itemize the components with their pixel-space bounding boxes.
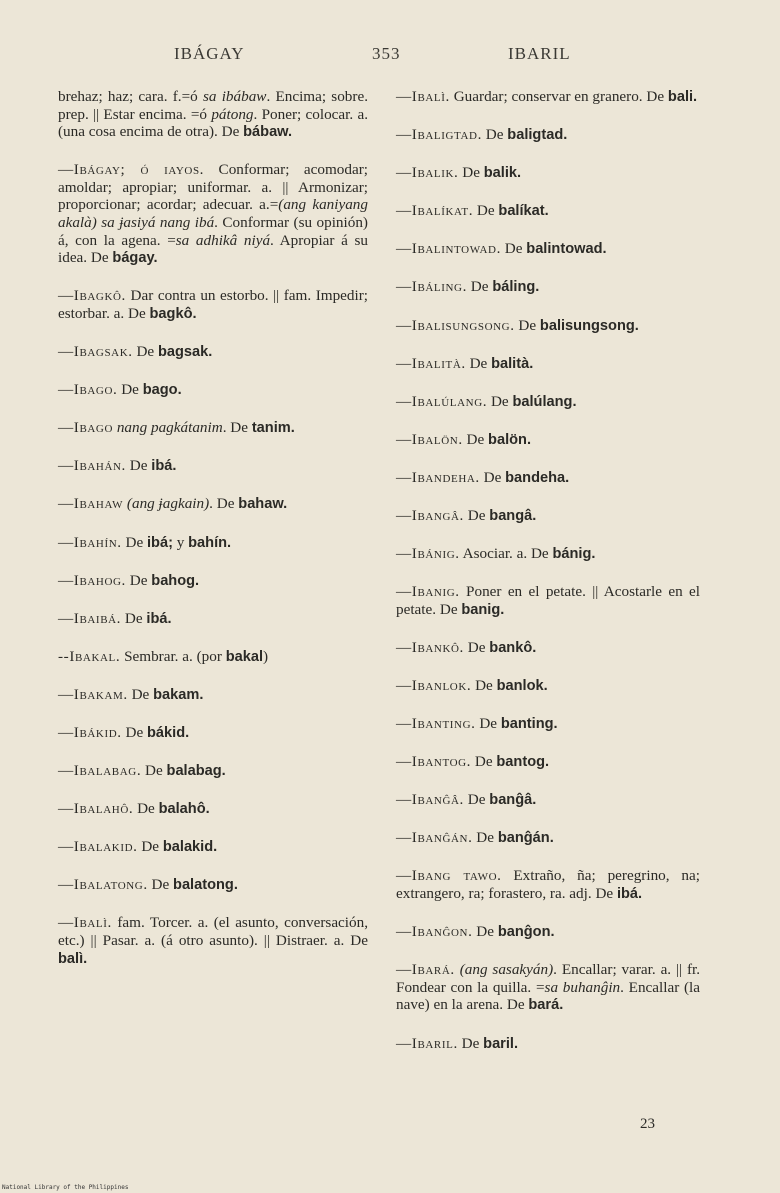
dictionary-entry [58,762,368,781]
dictionary-entry [58,381,368,400]
dictionary-entry [58,572,368,591]
running-head-right: IBARIL [508,44,571,63]
root-word: bakam. [153,686,204,703]
dictionary-entry [58,610,368,629]
headword: —Ibalintowad. [396,240,501,258]
headword: —Ibákid. [58,723,122,741]
root-word: banig. [461,601,505,618]
headword: —Ibalabag. [58,762,142,780]
definition-text: ) [263,647,269,665]
definition-text: . De [209,495,239,513]
headword: —Ibagsak. [58,343,133,361]
dictionary-entry [396,507,700,526]
dictionary-entry [58,419,368,438]
definition-text: Conformar; acomodar; amoldar; apropiar; uniformar. a. || Armonizar; proporcionar; acordar; adecuar. a.= [58,161,368,214]
headword: --Ibakal. [58,647,121,665]
headword: —Ibáling. [396,278,467,296]
example-text: (ang kaniyang akalà) sa ɉasiyá nang ibá [58,196,368,232]
headword: —Ibalön. [396,430,463,448]
example-text: (ang sasakyán) [459,961,554,979]
root-word: ibá; [147,534,173,551]
dictionary-entry [396,829,700,848]
definition-text: . Conformar (su opinión) á, con la agena. = [58,214,368,249]
definition-text: De [121,533,147,551]
root-word: bahín. [188,534,232,551]
root-word: banĝán. [497,830,554,847]
root-word: bará. [528,997,564,1014]
definition-text: . Apropiar á su idea. De [58,231,368,267]
headword: —Ibago. [58,381,118,399]
dictionary-entry [396,639,700,658]
definition-text: De [514,316,540,334]
headword: —Ibalatong. [58,876,148,894]
definition-text: . Encallar (la nave) en la arena. De [396,978,701,1014]
headword: —Ibalahô. [58,800,134,818]
dictionary-entry [396,126,700,145]
root-word: bábaw. [243,124,293,141]
root-word: bákid. [147,724,190,741]
dictionary-entry [396,867,700,903]
root-word: banting. [500,716,558,733]
headword: —Ibalúlang. [396,392,488,410]
root-word: bagkô. [149,305,197,322]
definition-text: De [147,876,174,894]
root-word: balabag. [166,763,226,780]
definition-text: De [472,923,498,941]
definition-text: De [463,638,490,656]
headword: —Ibang tawo. [396,867,502,885]
headword: —Ibalì. [58,914,112,932]
example-text: sa buhanĝin [544,978,621,996]
root-word: balì. [58,950,88,967]
example-text: nang pagkátanim [116,419,223,437]
root-word: balahô. [158,801,210,818]
root-word: bagsak. [157,344,213,361]
root-word: balíkat. [498,203,549,220]
dictionary-entry [58,648,368,667]
root-word: ibá. [616,886,643,903]
headword: —Ibangâ. [396,507,464,525]
dictionary-entry [58,161,368,268]
definition-text: Poner en el petate. || Acostarle en el petate. De [396,583,700,618]
dictionary-entry [58,876,368,895]
headword: —Ibankô. [396,638,464,656]
definition-text: De [481,126,508,144]
root-word: bakal [225,648,264,665]
dictionary-entry [58,914,368,968]
definition-text: De [463,791,490,809]
right-column [396,88,700,1073]
root-word: ibá. [146,610,172,627]
definition-text: De [473,202,499,220]
dictionary-entry [396,278,700,297]
dictionary-entry [58,534,368,553]
example-text: (ang ɉagkain) [126,495,210,513]
definition-text: fam. Torcer. a. (el asunto, conversación, etc.) || Pasar. a. (á otro asunto). || Distraer. a. De [58,914,368,950]
headword: —Ibahín. [58,533,122,551]
definition-text: De [457,1034,484,1052]
headword: —Ibago [58,419,114,437]
headword: —Ibaibá. [58,609,122,627]
definition-text: Asociar. a. De [459,545,553,563]
root-word: banĝâ. [489,792,537,809]
definition-text: De [467,278,493,296]
root-word: balatong. [173,877,238,894]
dictionary-entry [58,686,368,705]
dictionary-entry [396,1035,700,1054]
definition-text: De [141,762,167,780]
example-text: sa adhikâ niyá [175,231,271,249]
dictionary-entry [396,469,700,488]
headword: —Ibandeha. [396,468,480,486]
dictionary-entry [396,393,700,412]
definition-text: . Poner; colocar. a. (una cosa encima de otra). De [58,105,369,141]
dictionary-entry [396,431,700,450]
root-word: balintowad. [526,241,607,258]
dictionary-entry [58,800,368,819]
definition-text: y [172,533,189,551]
headword: —Ibanĝán. [396,829,473,847]
definition-text: De [500,240,527,258]
headword: —Ibalik. [396,164,459,182]
root-word: baril. [483,1035,519,1052]
headword: —Ibakam. [58,685,128,703]
root-word: tanim. [251,420,295,437]
definition-text: De [462,430,489,448]
dictionary-entry [396,715,700,734]
headword: —Ibalakid. [58,838,138,856]
dictionary-entry [396,240,700,259]
definition-text: De [479,468,506,486]
left-column [58,88,368,988]
definition-text: De [458,164,484,182]
root-word: balúlang. [512,393,577,410]
root-word: balik. [483,165,522,182]
definition-text: brehaz; haz; cara. f.=ó [58,88,203,105]
headword: —Ibalisungsong. [396,316,515,334]
dictionary-entry [396,677,700,696]
definition-text: . Encallar; varar. a. || fr. Fondear con la quilla. = [396,961,701,996]
definition-text: De [127,685,154,703]
page-number-top: 353 [372,44,401,63]
dictionary-entry [58,287,368,323]
dictionary-entry [58,457,368,476]
definition-text: De [121,609,147,627]
dictionary-entry [396,545,700,564]
definition-text: De [472,829,498,847]
dictionary-entry [396,164,700,183]
definition-text: Guardar; conservar en granero. De [449,88,668,105]
headword: —Ibanig. [396,583,460,601]
root-word: bahaw. [238,496,288,513]
dictionary-entry [396,583,700,619]
headword: —Ibahán. [58,457,126,475]
signature-number: 23 [640,1116,655,1132]
definition-text: Dar contra un estorbo. || fam. Impedir; estorbar. a. De [58,287,368,322]
headword: —Ibanting. [396,715,476,733]
definition-text: De [463,507,490,525]
dictionary-entry [396,923,700,942]
headword: —Ibalì. [396,88,450,105]
root-word: balakid. [162,839,218,856]
root-word: bandeha. [505,469,570,486]
root-word: bahog. [151,572,200,589]
dictionary-entry [58,88,368,142]
definition-text: . De [222,419,252,437]
dictionary-entry [58,838,368,857]
definition-text: De [121,723,147,741]
definition-text: De [487,392,513,410]
definition-text: De [117,381,143,399]
root-word: balön. [488,431,532,448]
definition-text: De [125,457,152,475]
dictionary-entry [396,791,700,810]
headword: —Ibánig. [396,545,460,563]
example-text: sa ibábaw [202,88,267,105]
root-word: ibá. [151,458,177,475]
root-word: banlok. [496,678,548,694]
definition-text: De [471,753,497,771]
headword: —Ibantog. [396,753,472,771]
root-word: bantog. [496,754,550,771]
definition-text: . Encima; sobre. prep. || Estar encima. =ó [58,88,368,123]
dictionary-entry [58,495,368,514]
headword: —Ibalíkat. [396,202,474,220]
headword: —Ibahaw [58,495,124,513]
dictionary-entry [396,961,700,1015]
headword: —Ibahog. [58,571,126,589]
dictionary-entry [58,343,368,362]
definition-text: De [132,343,158,361]
headword: —Ibaligtad. [396,126,482,144]
definition-text: De [471,677,497,694]
root-word: balisungsong. [539,317,639,334]
headword: —Ibalità. [396,354,466,372]
dictionary-entry [58,724,368,743]
root-word: báling. [492,279,540,296]
headword: —Ibaril. [396,1034,458,1052]
root-word: balità. [491,355,534,372]
dictionary-entry [396,317,700,336]
headword: —Ibágay; ó iayos. [58,161,205,179]
definition-text: Extraño, ña; peregrino, na; extrangero, ra; forastero, ra. adj. De [396,867,700,903]
headword: —Ibará. [396,961,455,979]
root-word: bago. [142,382,182,399]
definition-text: De [475,715,501,733]
definition-text: De [137,838,163,856]
dictionary-entry [396,88,700,107]
definition-text: De [133,800,159,818]
headword: —Ibagkô. [58,287,126,305]
example-text: pátong [211,105,254,123]
definition-text: De [125,571,152,589]
root-word: baligtad. [507,127,568,144]
root-word: bánig. [552,546,596,563]
library-footer: National Library of the Philippines [2,1184,129,1191]
headword: —Ibanĝon. [396,923,473,941]
dictionary-entry [396,753,700,772]
root-word: bali. [667,89,698,105]
dictionary-entry [396,202,700,221]
dictionary-entry [396,355,700,374]
definition-text: Sembrar. a. (por [120,647,226,665]
headword: —Ibanĝâ. [396,791,464,809]
root-word: banĝon. [497,924,555,941]
root-word: bangâ. [489,508,537,525]
root-word: bankô. [489,639,537,656]
root-word: bágay. [112,250,158,267]
definition-text: De [465,354,492,372]
running-head-left: IBÁGAY [174,44,245,63]
headword: —Ibanlok. [396,677,472,694]
